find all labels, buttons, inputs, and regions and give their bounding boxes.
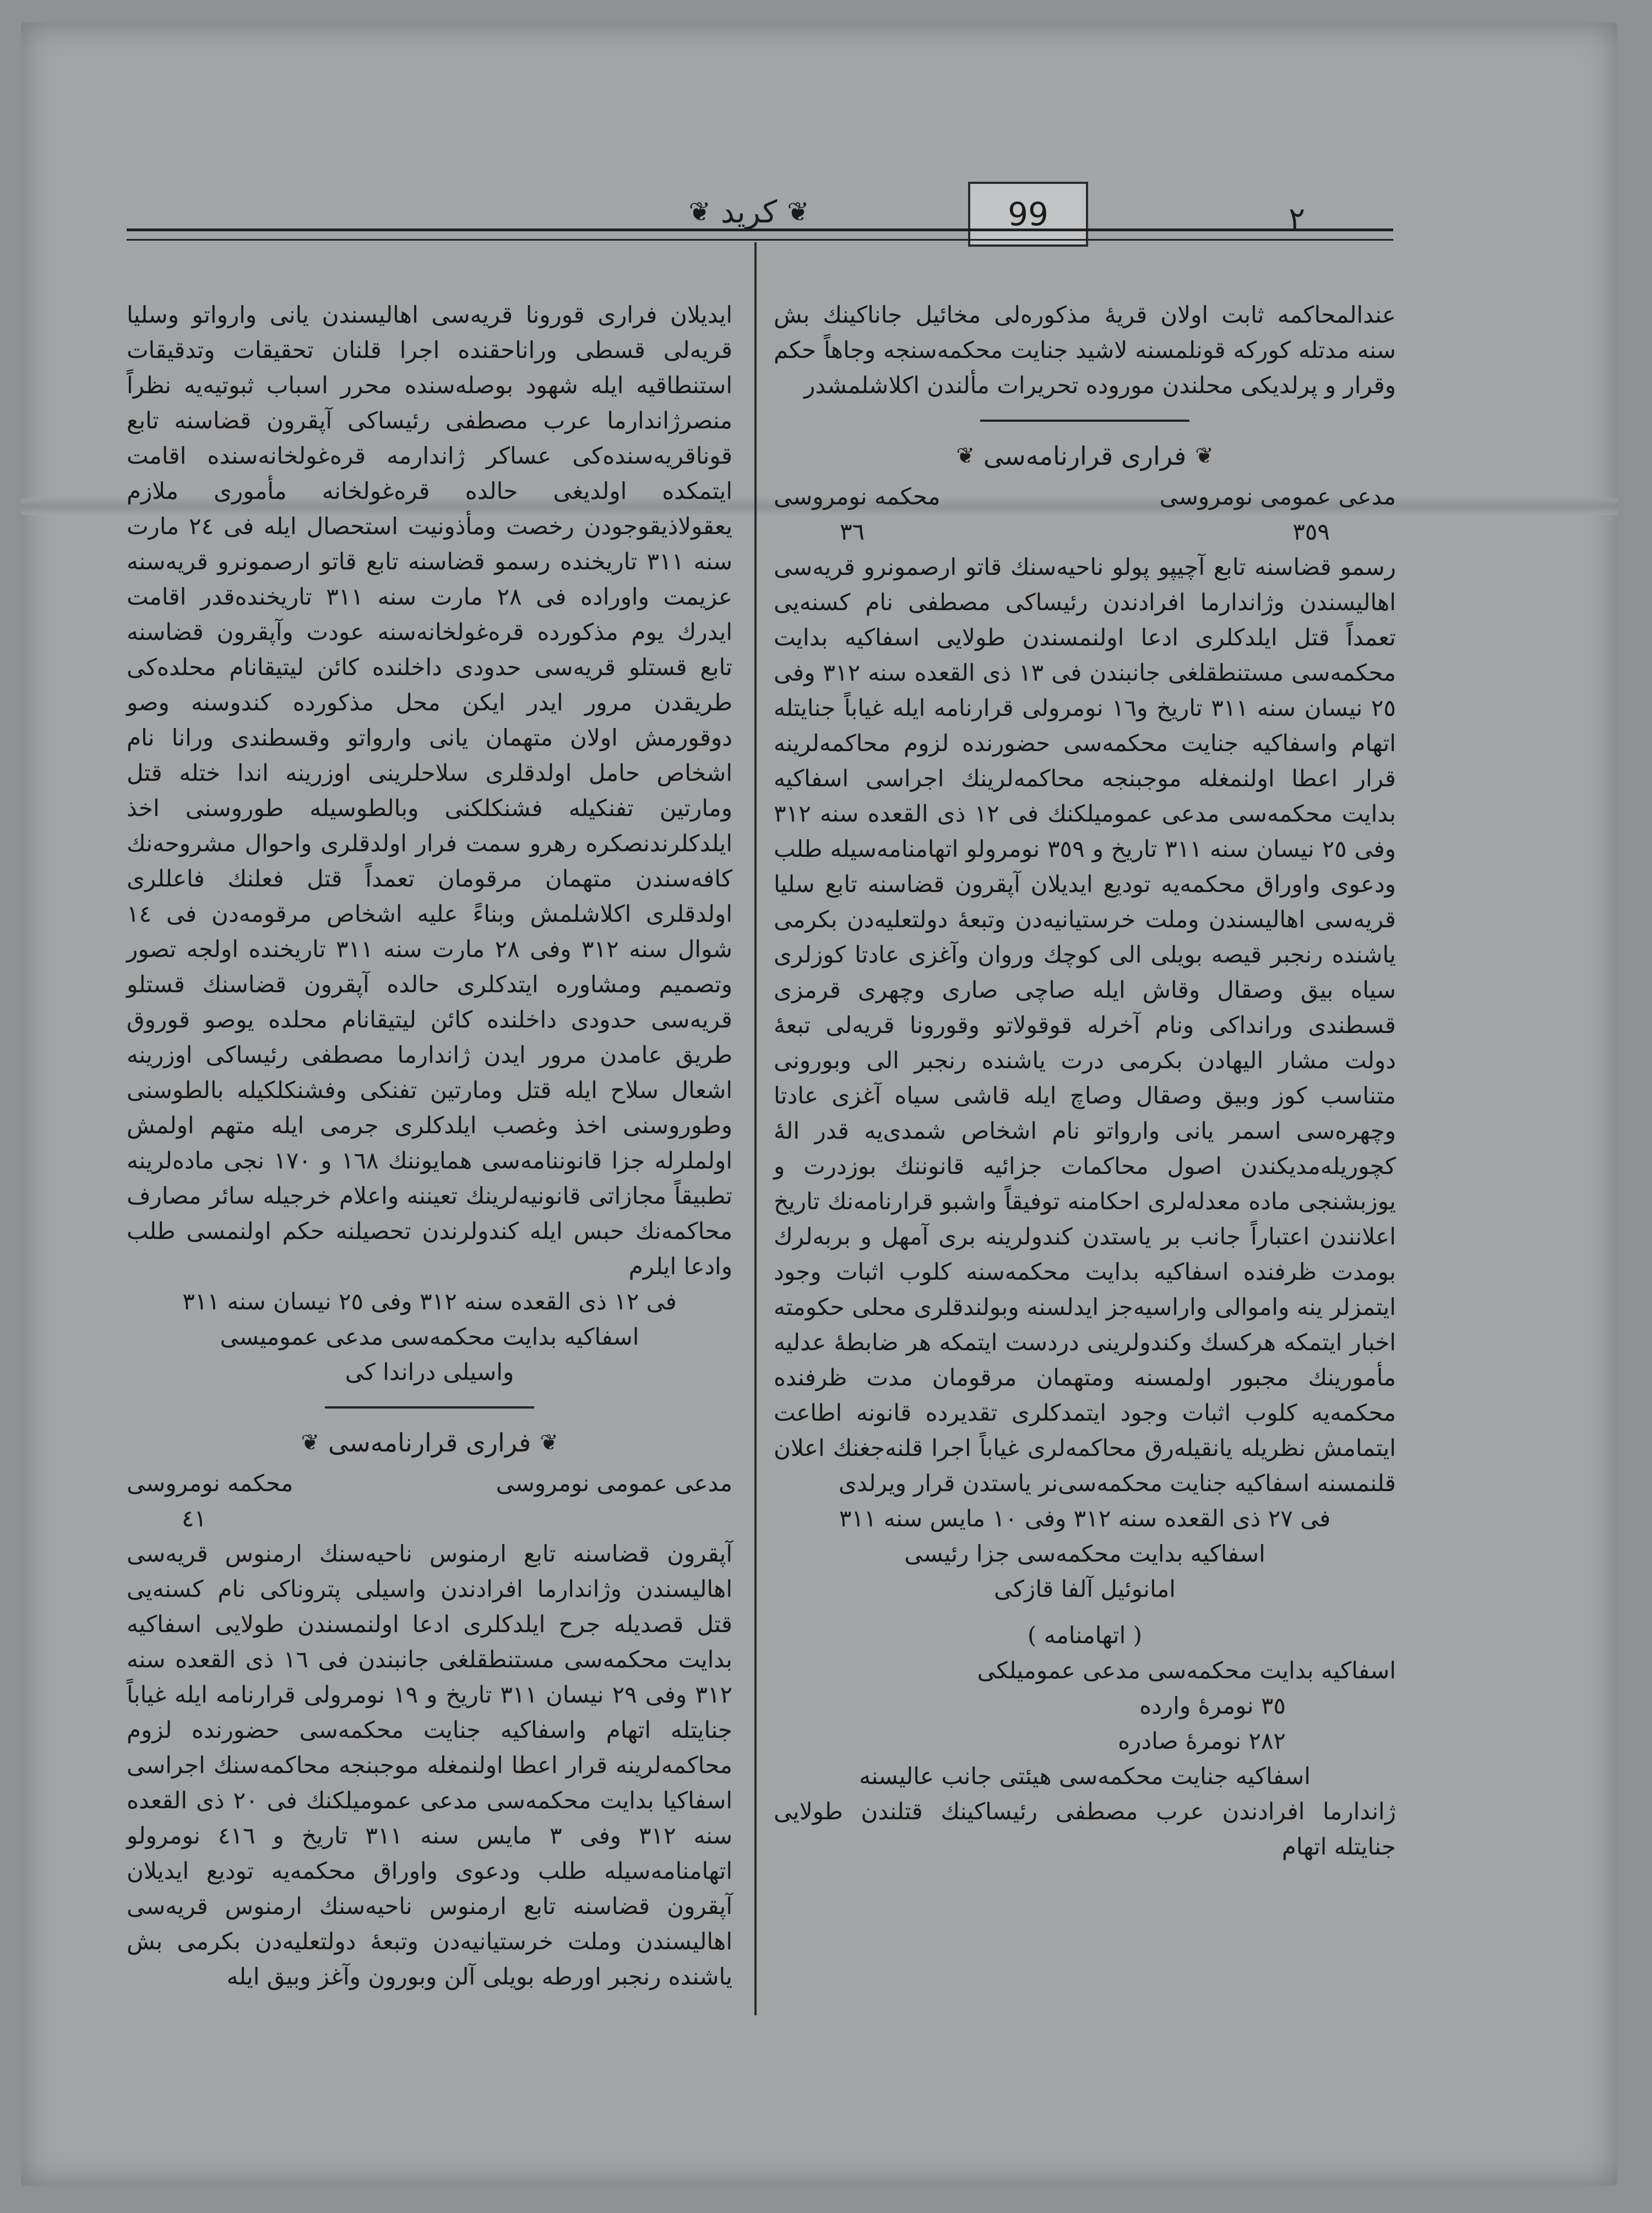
right-number-row xyxy=(774,514,1396,550)
footer-line: ٣٥ نومرهٔ وارده xyxy=(1139,1692,1286,1719)
right-date: فى ٢٧ ذى القعده سنه ٣١٢ وفى ١٠ مايس سنه ٣١١ xyxy=(839,1505,1331,1532)
right-label-row xyxy=(774,479,1396,514)
masthead xyxy=(633,190,865,234)
left-body2-paragraph: آپقرون قضاسنه تابع ارمنوس ناحيه‌سنك ارمنوس قريه‌سى اهاليسندن وژاندارما افرادندن واسيلى پتروناكى نام كسنه‌يى قتل قصديله جرح ايلدكلرى ادعا اولنمسندن طولايى اسفاكيه بدايت محكمه‌سى مستنطقلغى جانبندن فى ١٦ ذى القعده سنه ٣١٢ وفى ٢٩ نيسان ٣١١ تاريخ و ١٩ نومرولى قرارنامه ايله غياباً جنايتله اتهام واسفاكيه جنايت محكمه‌سى حضورنده لزوم محاكمه‌لرينه قرار اعطا اولنمغله موجبنجه محاكمه‌سنك اجراسى اسفاكيا بدايت محكمه‌سى مدعى عموميلكنك فى ٢٠ ذى القعده سنه ٣١٢ وفى ٣ مايس سنه ٣١١ تاريخ و ٤١٦ نومرولو اتهامنامه‌سيله طلب ودعوى واوراق محكمه‌يه تودیع ایدیلان آپقرون قضاسنه تابع ارمنوس ناحيه‌سنك ارمنوس قريه‌سى اهاليسندن وملت خرستيانيه‌دن وتبعهٔ دولتعليه‌دن بكرمى بش ياشنده رنجبر اورطه بويلى آلن وبورون وآغز وبيق ايله xyxy=(127,1540,733,1990)
left-heading-text: فرارى قرارنامه‌سى xyxy=(328,1428,531,1458)
right-body-paragraph: رسمو قضاسنه تابع آچيپو پولو ناحيه‌سنك قاتو ارصمونرو قريه‌سى اهاليسندن وژاندارما افرادندن رئيساكى مصطفى نام كسنه‌يى تعمداً قتل ايلدكلرى ادعا اولنمسندن طولايى اسفاكيه بدايت محكمه‌سى مستنطقلغى جانبندن فى ١٣ ذى القعده سنه ٣١٢ وفى ٢٥ نيسان سنه ٣١١ تاريخ و١٦ نومرولى قرارنامه ايله غياباً جنايتله اتهام واسفاكيه جنايت محكمه‌سى حضورنده لزوم محاكمه‌لرينه قرار اعطا اولنمغله موجبنجه محاكمه‌لرينك اجراسى اسفاكيه بدايت محكمه‌سى مدعى عموميلكنك فى ١٢ ذى القعده سنه ٣١٢ وفى ٢٥ نيسان سنه ٣١١ تاريخ و ٣٥٩ نومرولو اتهامنامه‌سيله طلب ودعوى واوراق محكمه‌يه تودیع ایدیلان آپقرون قضاسنه تابع سليا قريه‌سى اهاليسندن وملت خرستيانيه‌دن وتبعهٔ دولتعليه‌دن بكرمى ياشنده رنجبر قيصه بويلى الى كوچك وروان وآغزى عادتا كوزلرى سياه بيق وصقال وقاش ايله صاچى صارى وچهرى قرمزى قسطندى ورانداكى ونام آخرله قوقولاتو وقورونا قريه‌لى تبعهٔ دولت مشار اليهادن بكرمى درت ياشنده رنجبر الى وبورونى متناسب كوز وبيق وصقال وصاچ ايله قاشى سياه آغزى عادتا وچهره‌سى اسمر يانى وارواتو نام اشخاص شمدى‌يه قدر الهٔ كچوريله‌مديكندن اصول محاكمات جزائيه قانوننك بوزدرت و يوزبشنجى ماده معدله‌لرى احكامنه توفيقاً واشبو قرارنامه‌نك تاريخ اعلانندن اعتباراً جانب بر ياستدن كندولرينه برى آمهل و بربه‌لرك بومدت ظرفنده اسفاكيه بدايت محكمه‌سنه كلوب اثبات وجود ايتمزلر ينه واموالى واراسيه‌جز ايدلسنه وبولندقلرى محلى حكومته اخبار ايتمكه هركسك وكندولرينى دردست ايتمكه هر ضابطهٔ عدليه مأمورينك مجبور اولمسنه ومتهمان مرقومان مدت ظرفنده محكمه‌يه كلوب اثبات وجود ايتمدكلرى تقديرده قانونه اطاعت ايتمامش نظريله يانقيله‌رق محاكمه‌لرى غياباً اجرا قلنه‌جغنك اعلان قلنمسنه اسفاكيه جنايت محكمه‌سى‌نر ياستدن قرار ويرلدى xyxy=(774,553,1396,1497)
left-column xyxy=(127,297,732,1994)
newspaper-title: كريد xyxy=(720,194,778,230)
right-intro-paragraph: عندالمحاكمه ثابت اولان قريهٔ مذكوره‌لى مخائيل جاناكينك بش سنه مدتله كوركه قونلمسنه لاشيد جنايت محكمه‌سنجه وجاهاً حكم وقرار و پرلديكى محلندن موروده تحريرات مألندن اكلاشلمشدر xyxy=(774,301,1396,399)
prosecutor-number-label: مدعى عمومى نومروسى xyxy=(1159,483,1396,510)
left-signature-title: اسفاكيه بدايت محكمه‌سى مدعى عموميسى xyxy=(220,1323,639,1350)
section-separator xyxy=(325,1406,534,1409)
court-number-label: محكمه نومروسى xyxy=(127,1470,294,1497)
right-column xyxy=(774,297,1396,1864)
left-date: فى ١٢ ذى القعده سنه ٣١٢ وفى ٢٥ نيسان سنه ٣١١ xyxy=(182,1288,677,1315)
indictment-section-title: ( اتهامنامه ) xyxy=(1028,1622,1142,1649)
column-divider xyxy=(754,242,757,2015)
ornament-icon: ❦ xyxy=(956,443,975,469)
court-number: ٤١ xyxy=(182,1505,207,1532)
right-heading-text: فرارى قرارنامه‌سى xyxy=(983,441,1187,471)
right-signature-title: اسفاكيه بدايت محكمه‌سى جزا رئيسى xyxy=(904,1540,1265,1567)
prosecutor-number-label: مدعى عمومى نومروسى xyxy=(496,1470,732,1497)
left-heading xyxy=(127,1425,732,1460)
section-separator xyxy=(980,420,1189,422)
court-number: ٣٦ xyxy=(840,518,865,545)
left-body-paragraph: ايديلان فرارى قورونا قريه‌سى اهاليسندن يانى وارواتو وسليا قريه‌لى قسطى وراناحقنده اجرا قلنان تحقيقات وتدقيقات استنطاقيه ايله شهود بوصله‌سنده محرر اسباب ثبوتيه‌يه نظراً منصرژاندارما عرب مصطفى رئيساكى آپقرون قضاسنه تابع قوناقريه‌سنده‌كى عساكر ژاندارمه قره‌غولخانه‌سنده اقامت ايتمكده اولديغى حالده قره‌غولخانه مأمورى ملازم يعقولاذيقوجودن رخصت ومأذونيت استحصال ايله فى ٢٤ مارت سنه ٣١١ تاريخنده رسمو قضاسنه تابع قاتو ارصمونرو قريه‌سنه عزيمت واوراده فى ٢٨ مارت سنه ٣١١ تاريخنده‌قدر اقامت ايدرك يوم مذكورده قره‌غولخانه‌سنه عودت وآپقرون قضاسنه تابع قستلو قريه‌سى حدودى داخلنده كائن ليتيقانام محلده‌كى طريقدن مرور ايدر ايكن محل مذكورده كندوسنه وصو دوقورمش اولان متهمان يانى وارواتو وقسطندى ورانا نام اشخاص حامل اولدقلرى سلاحلرينى اوزرينه اندا ختله قتل ومارتين تفنكيله فشنكلكنى وبالطوسيله طوروسنى اخذ ايلدكلرندنصكره رهرو سمت فرار اولدقلرى واحوال مشروحه‌نك كافه‌سندن متهمان مرقومان تعمداً قتل فعلنك فاعللرى اولدقلرى اكلاشلمش وبناءً عليه اشخاص مرقومه‌دن فى ١٤ شوال سنه ٣١٢ وفى ٢٨ مارت سنه ٣١١ تاريخنده اولجه تصور وتصميم ومشاوره ايتدكلرى حالده آپقرون قضاسنك قستلو قريه‌سى حدودى داخلنده كائن ليتيقانام محلده يوصو قوروق طريق عامدن مرور ايدن ژاندارما مصطفى رئيساكى اوزرينه اشعال سلاح ايله قتل ومارتين تفنكى وفشنكلكيله بالطوسنى وطوروسنى اخذ وغصب ايلدكلرى جرمى ايله متهم اولمش اولملرله جزا قانوننامه‌سى همايوننك ١٦٨ و ١٧٠ نجى ماده‌لرينه تطبيقاً مجازاتى قانونيه‌لرينك تعيننه واعلام خرجيله سائر مصارف محاكمه‌نك حبس ايله كندولرندن تحصيلنه حكم اولنمسى طلب وادعا ايلرم xyxy=(127,301,733,1280)
ornament-icon: ❦ xyxy=(787,197,809,227)
prosecutor-number: ٣٥٩ xyxy=(1292,518,1330,545)
issue-page-number: ٢ xyxy=(1289,201,1306,237)
ornament-icon: ❦ xyxy=(540,1430,558,1455)
court-number-label: محكمه نومروسى xyxy=(774,483,941,510)
ornament-icon: ❦ xyxy=(1195,443,1214,469)
footer-line: ژاندارما افرادندن عرب مصطفى رئيساكينك قتلندن طولايى جنايتله اتهام xyxy=(774,1798,1396,1860)
right-signature-name: امانوئيل آلفا قازكى xyxy=(994,1575,1176,1602)
left-number-row xyxy=(127,1501,732,1536)
footer-line: ٢٨٢ نومرهٔ صادره xyxy=(1118,1727,1286,1754)
left-label-row xyxy=(127,1466,732,1501)
footer-line: اسفاكيه بدايت محكمه‌سى مدعى عموميلكى xyxy=(977,1657,1396,1684)
left-signature-name: واسيلى دراندا كى xyxy=(345,1358,514,1385)
header-rule xyxy=(127,229,1393,241)
ornament-icon: ❦ xyxy=(301,1430,319,1455)
right-heading xyxy=(774,438,1396,474)
footer-line: اسفاكيه جنايت محكمه‌سى هيئتى جانب عاليسنه xyxy=(859,1763,1311,1790)
page-number-text: 99 xyxy=(1008,195,1048,233)
ornament-icon: ❦ xyxy=(688,197,711,227)
